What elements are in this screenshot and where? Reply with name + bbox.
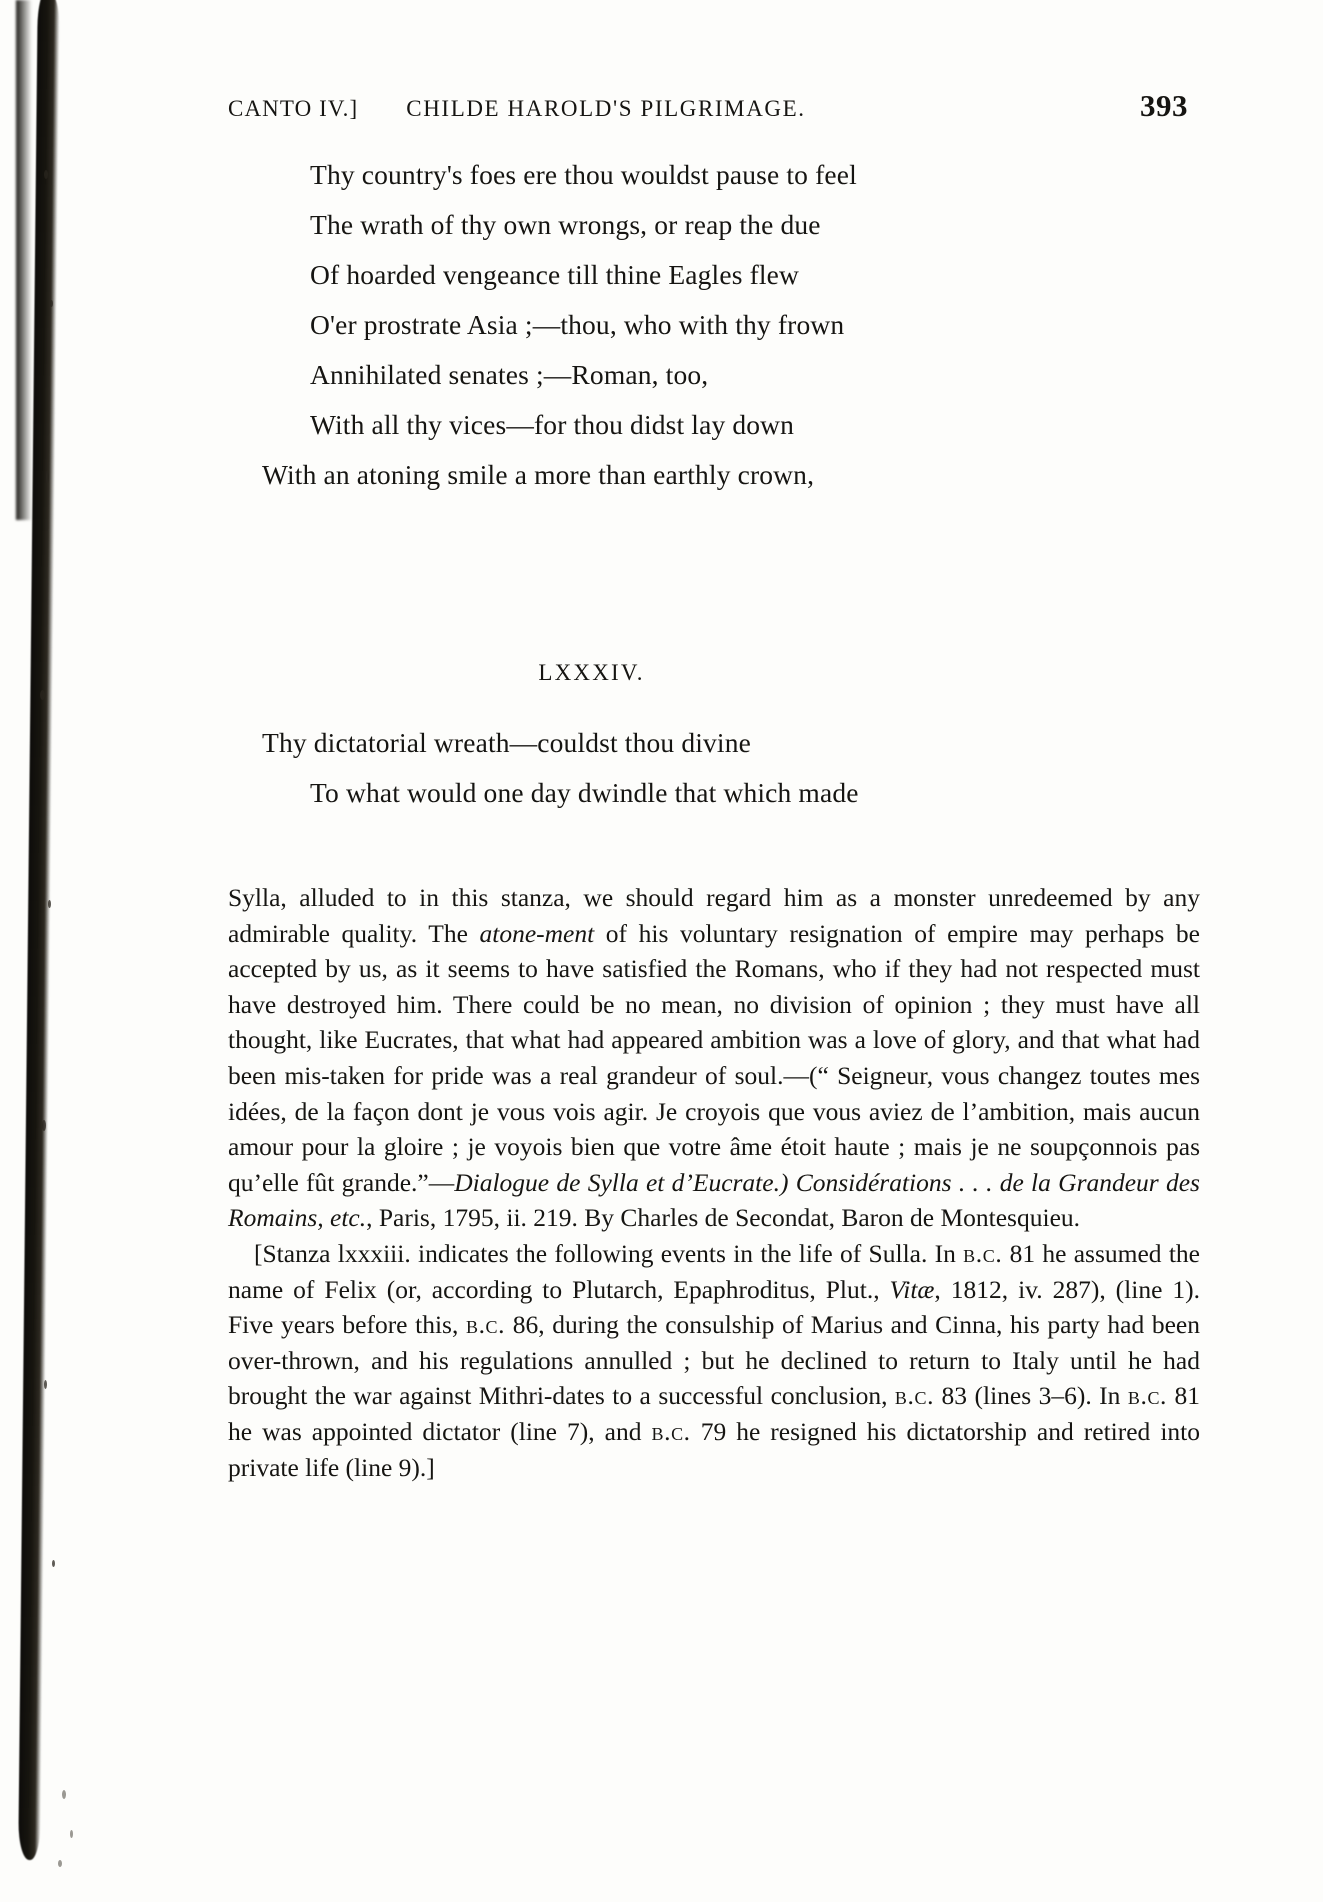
footnote-smallcaps: b.c. [963, 1238, 1003, 1268]
verse-block-after [0, 718, 1323, 818]
verse-line: O'er prostrate Asia ;—thou, who with thy frown [310, 309, 845, 340]
running-head [228, 88, 1188, 124]
footnote-smallcaps: b.c. [1127, 1381, 1168, 1411]
verse-line: Thy dictatorial wreath—couldst thou divine [262, 727, 751, 758]
footnote-smallcaps: b.c. [465, 1310, 506, 1340]
footnote-text: , 1812, iv. 287), (line 1). Five years before this, [228, 1274, 1200, 1340]
stanza-number: LXXXIV. [538, 660, 645, 685]
scan-speckle [70, 1830, 73, 1838]
verse-line: To what would one day dwindle that which made [310, 777, 859, 808]
running-head-canto: CANTO IV.] [228, 96, 359, 121]
page-number: 393 [1140, 88, 1188, 123]
scan-speckle [58, 1860, 62, 1867]
footnote-emphasis: Vitæ [889, 1274, 935, 1304]
footnote-text: , Paris, 1795, ii. 219. By Charles de Secondat, Baron de Montesquieu. [366, 1203, 1081, 1233]
footnote-text: 81 he assumed the name of Felix (or, according to Plutarch, Epaphroditus, Plut., [228, 1238, 1200, 1304]
footnote-emphasis: atone-ment [479, 918, 595, 948]
footnote-text: 83 (lines 3–6). In [934, 1381, 1128, 1411]
verse-line: Thy country's foes ere thou wouldst pause to feel [310, 159, 857, 190]
footnote-text: 86, during the consulship of Marius and Cinna, his party had been over-thrown, and his regulations annulled ; but he declined to return to Italy until he had brought the war against Mithri-dates to a successful conclusion, [228, 1310, 1200, 1411]
footnote-text: of his voluntary resignation of empire may perhaps be accepted by us, as it seems to have satisfied the Romans, who if they had not respected must have destroyed him. There could be no mean, no division of opinion ; they must have all thought, like Eucrates, that what had appeared ambition was a love of glory, and that what had been mis-taken for pride was a real grandeur of soul.—(“ Seigneur, vous changez toutes mes idées, de la façon dont je vous vois agir. Je croyois que vous aviez de l’ambition, mais aucun amour pour la gloire ; je voyois bien que votre âme étoit haute ; mais je ne soupçonnois pas qu’elle fût grande.”— [228, 918, 1200, 1197]
footnote-paragraph-1 [228, 880, 1200, 1236]
verse-block-before [0, 150, 1323, 500]
footnote-citation-title: Dialogue de Sylla et d’Eucrate.) Considérations . . . de la Grandeur des Romains, etc. [228, 1167, 1200, 1233]
footnote-text: Sylla, alluded to in this stanza, we should regard him as a monster unredeemed by any admirable quality. The [228, 883, 1200, 948]
verse-line: With an atoning smile a more than earthly crown, [262, 459, 815, 490]
verse-line: The wrath of thy own wrongs, or reap the due [310, 209, 821, 240]
footnote-smallcaps: b.c. [651, 1416, 691, 1446]
footnote-block [228, 880, 1200, 1485]
scan-speckle [62, 1790, 66, 1799]
verse-line: With all thy vices—for thou didst lay down [310, 409, 795, 440]
running-head-title: CHILDE HAROLD'S PILGRIMAGE. [406, 96, 806, 121]
verse-line: Of hoarded vengeance till thine Eagles flew [310, 259, 800, 290]
footnote-paragraph-2 [228, 1236, 1200, 1485]
footnote-text: 81 he was appointed dictator (line 7), and [228, 1381, 1201, 1446]
footnote-smallcaps: b.c. [894, 1381, 935, 1411]
footnote-text: [Stanza lxxxiii. indicates the following events in the life of Sulla. In [254, 1238, 964, 1268]
footnote-text: 79 he resigned his dictatorship and retired into private life (line 9).] [228, 1416, 1200, 1482]
verse-line: Annihilated senates ;—Roman, too, [310, 359, 709, 390]
